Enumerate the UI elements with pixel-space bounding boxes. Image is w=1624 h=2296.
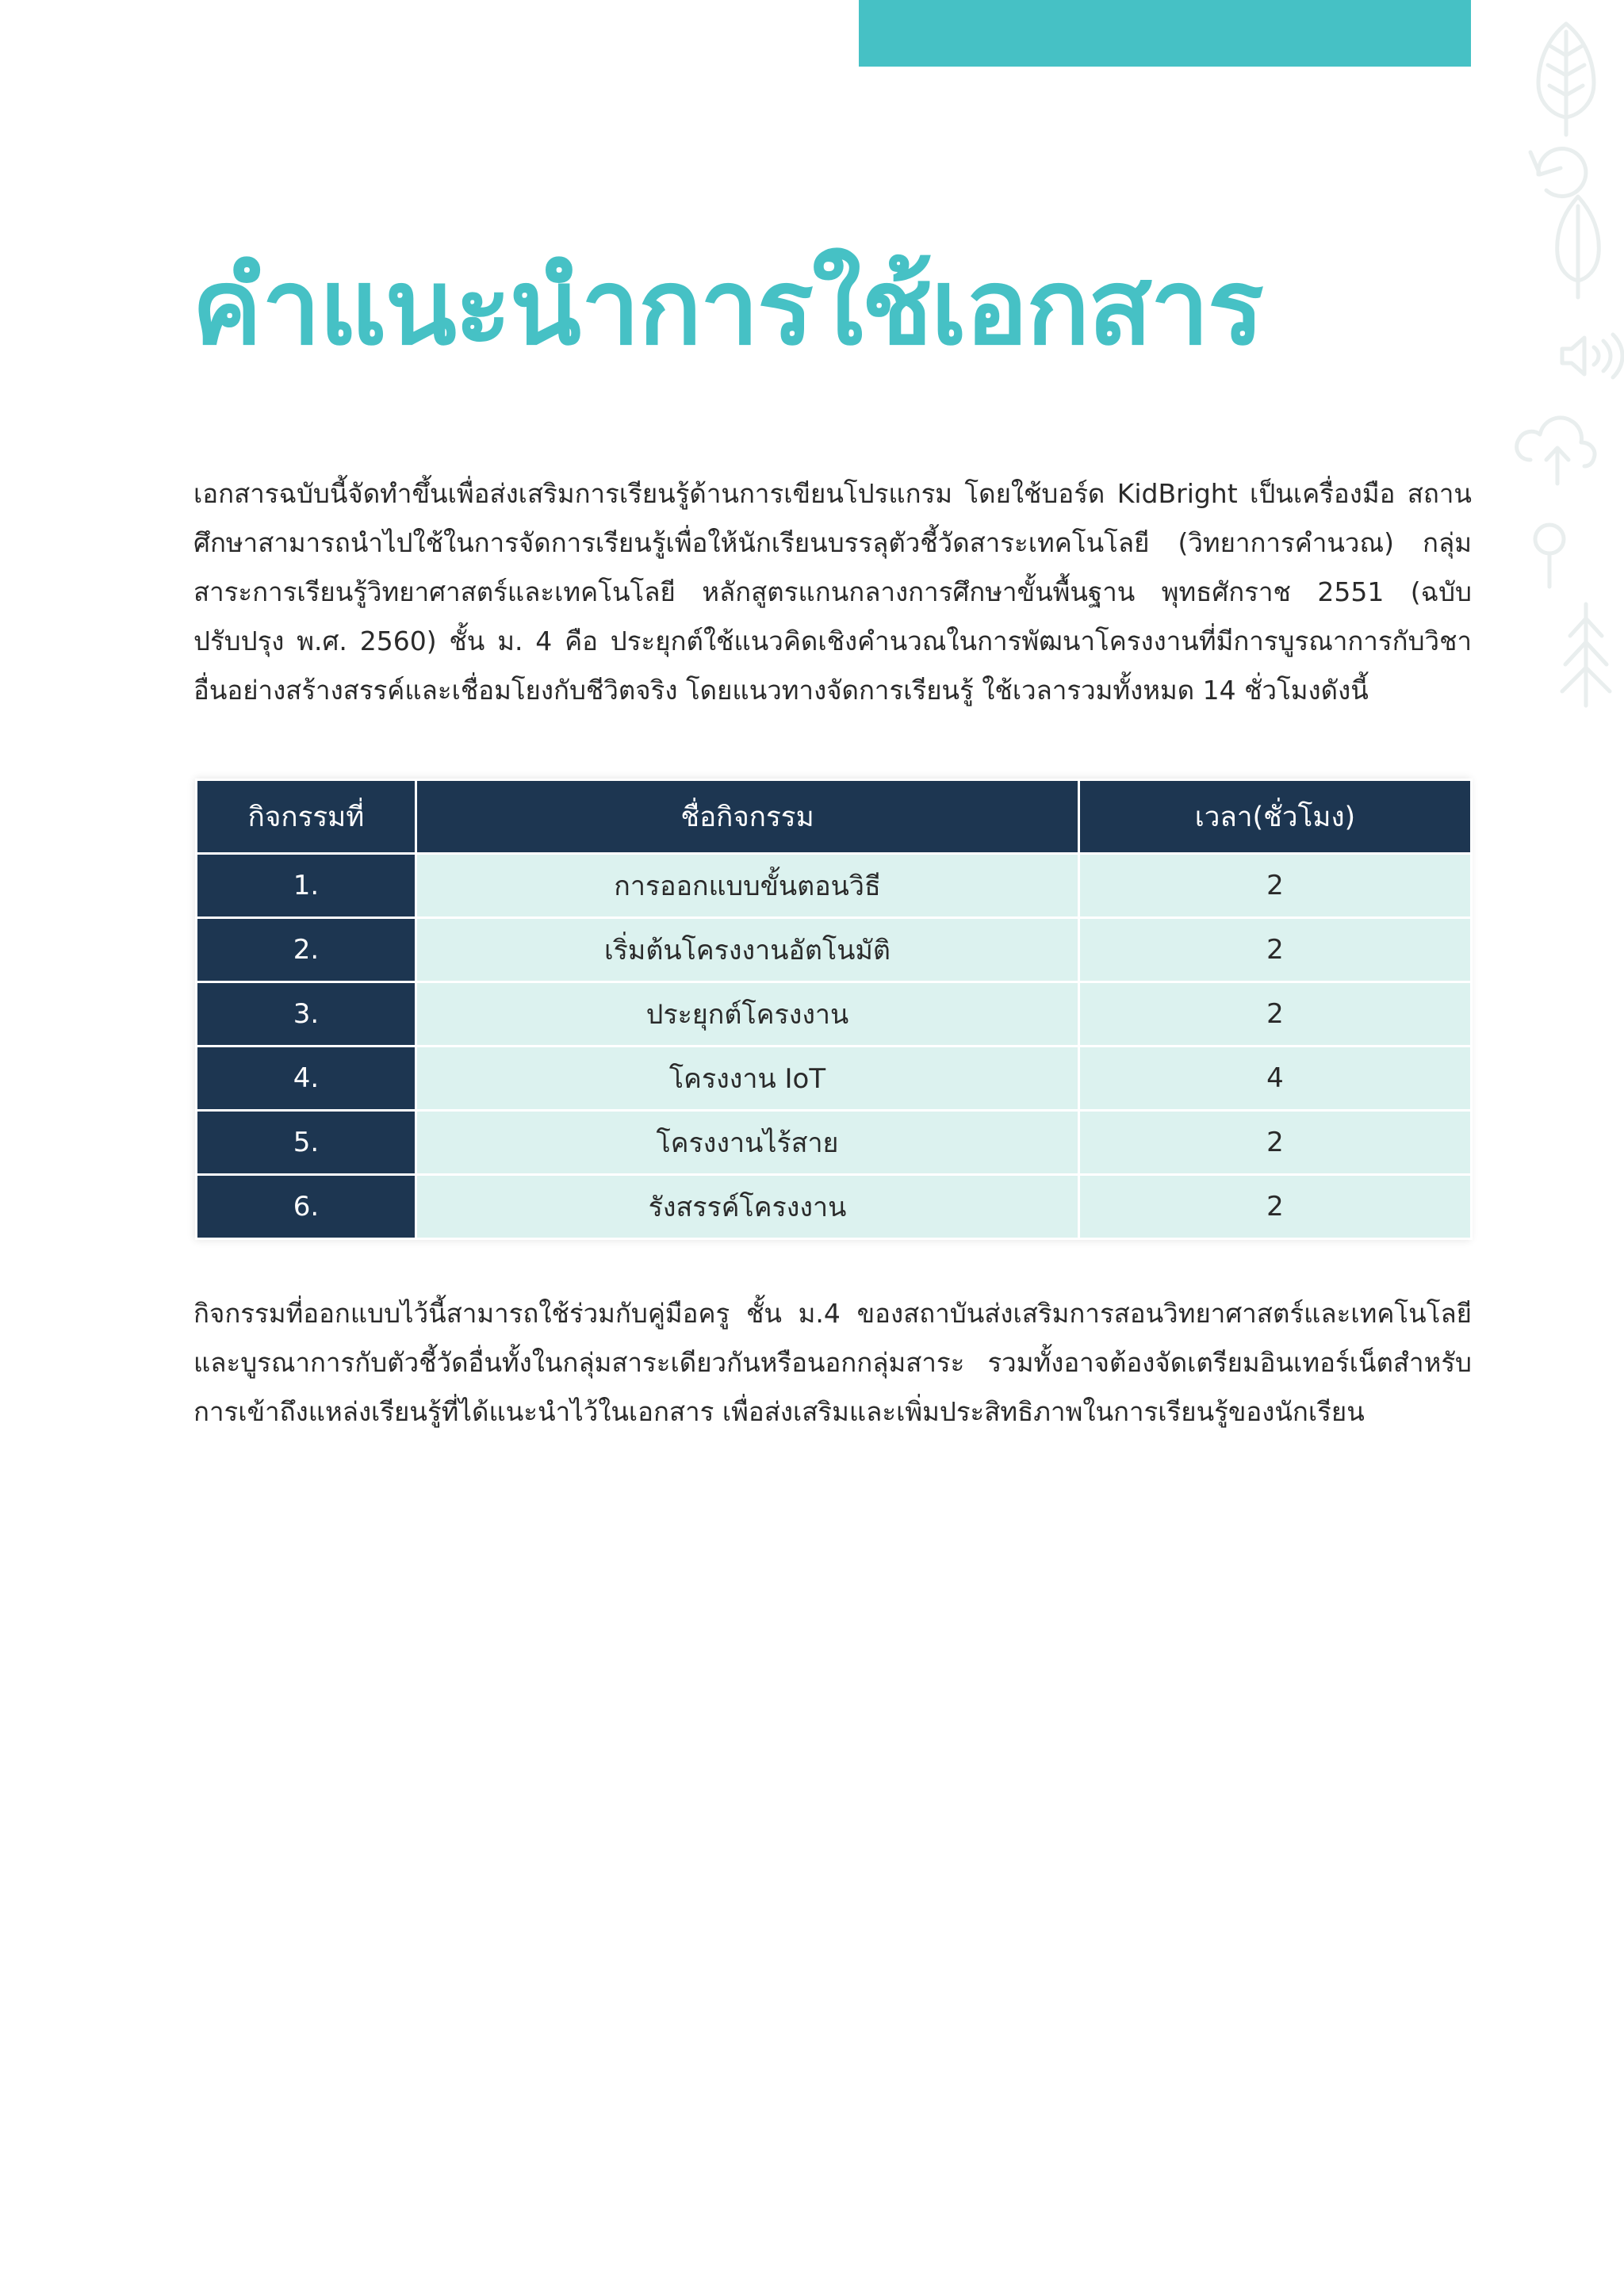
activity-hours: 2	[1079, 1175, 1472, 1239]
table-row	[197, 1111, 1472, 1175]
table-row	[197, 982, 1472, 1047]
activity-hours: 4	[1079, 1047, 1472, 1111]
top-accent-bar	[859, 0, 1471, 67]
header-hours: เวลา(ชั่วโมง)	[1079, 780, 1472, 854]
header-activity-no: กิจกรรมที่	[197, 780, 416, 854]
location-pin-icon	[1535, 525, 1564, 587]
page-title: คำแนะนำการใช้เอกสาร	[192, 247, 1262, 369]
activity-name: การออกแบบขั้นตอนวิธี	[416, 854, 1079, 918]
activity-name: รังสรรค์โครงงาน	[416, 1175, 1079, 1239]
refresh-icon	[1530, 149, 1586, 197]
activity-table	[195, 779, 1470, 1240]
table-header-row	[197, 780, 1472, 854]
leaf-outline-icon	[1557, 197, 1599, 297]
outro-paragraph: กิจกรรมที่ออกแบบไว้นี้สามารถใช้ร่วมกับคู่มือครู ชั้น ม.4 ของสถาบันส่งเสริมการสอนวิทยาศาสตร์และเทคโนโลยีและบูรณาการกับตัวชี้วัดอื่นทั้งในกลุ่มสาระเดียวกันหรือนอกกลุ่มสาระ รวมทั้งอาจต้องจัดเตรียมอินเทอร์เน็ตสำหรับการเข้าถึงแหล่งเรียนรู้ที่ได้แนะนำไว้ในเอกสาร เพื่อส่งเสริมและเพิ่มประสิทธิภาพในการเรียนรู้ของนักเรียน	[193, 1298, 1472, 1427]
pine-tree-icon	[1562, 604, 1610, 706]
cloud-upload-icon	[1517, 418, 1595, 484]
activity-number: 6.	[197, 1175, 416, 1239]
table-row	[197, 918, 1472, 982]
activity-name: เริ่มต้นโครงงานอัตโนมัติ	[416, 918, 1079, 982]
table-row	[197, 854, 1472, 918]
activity-name: ประยุกต์โครงงาน	[416, 982, 1079, 1047]
table-row	[197, 1175, 1472, 1239]
activity-number: 4.	[197, 1047, 416, 1111]
speaker-icon	[1562, 335, 1622, 377]
header-activity-name: ชื่อกิจกรรม	[416, 780, 1079, 854]
activity-name: โครงงานไร้สาย	[416, 1111, 1079, 1175]
activity-number: 3.	[197, 982, 416, 1047]
leaf-icon	[1538, 24, 1594, 135]
activity-hours: 2	[1079, 918, 1472, 982]
activity-hours: 2	[1079, 982, 1472, 1047]
intro-paragraph: เอกสารฉบับนี้จัดทำขึ้นเพื่อส่งเสริมการเรียนรู้ด้านการเขียนโปรแกรม โดยใช้บอร์ด KidBright เป็นเครื่องมือ สถานศึกษาสามารถนำไปใช้ในการจัดการเรียนรู้เพื่อให้นักเรียนบรรลุตัวชี้วัดสาระเทคโนโลยี (วิทยาการคำนวณ) กลุ่มสาระการเรียนรู้วิทยาศาสตร์และเทคโนโลยี หลักสูตรแกนกลางการศึกษาขั้นพื้นฐาน พุทธศักราช 2551 (ฉบับปรับปรุง พ.ศ. 2560) ชั้น ม. 4 คือ ประยุกต์ใช้แนวคิดเชิงคำนวณในการพัฒนาโครงงานที่มีการบูรณาการกับวิชาอื่นอย่างสร้างสรรค์และเชื่อมโยงกับชีวิตจริง โดยแนวทางจัดการเรียนรู้ ใช้เวลารวมทั้งหมด 14 ชั่วโมงดังนี้	[193, 478, 1472, 706]
activity-hours: 2	[1079, 1111, 1472, 1175]
activity-hours: 2	[1079, 854, 1472, 918]
activity-number: 5.	[197, 1111, 416, 1175]
activity-name: โครงงาน IoT	[416, 1047, 1079, 1111]
activity-number: 1.	[197, 854, 416, 918]
activity-number: 2.	[197, 918, 416, 982]
decorative-icon-column	[1491, 16, 1624, 714]
table-row	[197, 1047, 1472, 1111]
